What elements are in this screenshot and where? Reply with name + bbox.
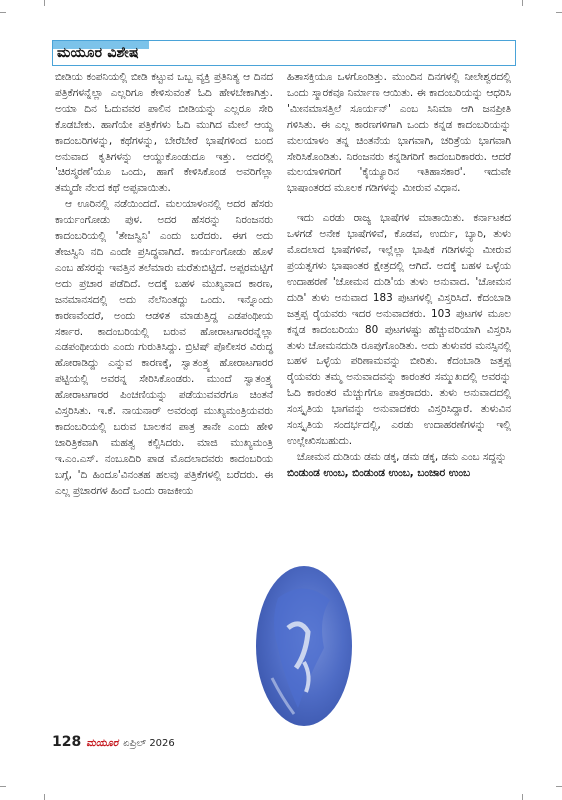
page-number: 128 <box>52 734 82 750</box>
left-column <box>55 70 273 499</box>
crop-mark <box>522 0 523 6</box>
paragraph: ಇದು ಎರಡು ರಾಜ್ಯ ಭಾಷೆಗಳ ಮಾತಾಯಿತು. ಕರ್ನಾಟಕದ ಒಳಗಡೆ ಅನೇಕ ಭಾಷೆಗಳಿವೆ, ಕೊಡವ, ಉರ್ದು, ಬ್ಯಾರಿ, ತುಳು ಮೊದಲಾದ ಭಾಷೆಗಳಿವೆ, ಇಲ್ಲೆಲ್ಲಾ ಭಾಷಿಕ ಗಡಿಗಳನ್ನು ಮೀರುವ ಪ್ರಯತ್ನಗಳು ಭಾಷಾಂತರ ಕ್ಷೇತ್ರದಲ್ಲಿ ಆಗಿದೆ. ಅದಕ್ಕೆ ಬಹಳ ಒಳ್ಳೆಯ ಉದಾಹರಣೆ 'ಚೋಮನ ದುಡಿ'ಯ ತುಳು ಅನುವಾದ. 'ಚೋಮನ ದುಡಿ' ತುಳು ಅನುವಾದ 183 ಪುಟಗಳಲ್ಲಿ ವಿಸ್ತರಿಸಿದೆ. ಕೆದಂಬಾಡಿ ಜತ್ತಪ್ಪ ರೈಯವರು ಇದರ ಅನುವಾದಕರು. 103 ಪುಟಗಳ ಮೂಲ ಕನ್ನಡ ಕಾದಂಬರಿಯು 80 ಪುಟಗಳಷ್ಟು ಹೆಚ್ಚುವರಿಯಾಗಿ ವಿಸ್ತರಿಸಿ ತುಳು ಚೋಮನದುಡಿ ರೂಪುಗೊಂಡಿತು. ಅದು ತುಳುವರ ಮನಸ್ಸಿನಲ್ಲಿ ಬಹಳ ಒಳ್ಳೆಯ ಪರಿಣಾಮವನ್ನು ಬೀರಿತು. ಕೆದಂಬಾಡಿ ಜತ್ತಪ್ಪ ರೈಯವರು ತಮ್ಮ ಅನುವಾದವನ್ನು ಕಾರಂತರ ಸಮ್ಮುಖದಲ್ಲಿ ಅವರನ್ನು ಓದಿ ಕಾರಂತರ ಮೆಚ್ಚುಗೆಗೂ ಪಾತ್ರರಾದರು. ತುಳು ಅನುವಾದದಲ್ಲಿ ಸಂಸ್ಕೃತಿಯ ಭಾಗವನ್ನು ಅನುವಾದಕರು ವಿಸ್ತರಿಸಿದ್ದಾರೆ. ತುಳುವಿನ ಸಂಸ್ಕೃತಿಯ ಸಂದರ್ಭದಲ್ಲಿ, ಎರಡು ಉದಾಹರಣೆಗಳನ್ನು ಇಲ್ಲಿ ಉಲ್ಲೇಖಿಸಬಹುದು. <box>287 212 511 447</box>
paragraph: ಬೀಡಿಯ ಕಂಪನಿಯಲ್ಲಿ ಬೀಡಿ ಕಟ್ಟುವ ಒಬ್ಬ ವ್ಯಕ್ತಿ ಪ್ರತಿನಿತ್ಯ ಆ ದಿನದ ಪತ್ರಿಕೆಗಳನ್ನೆಲ್ಲಾ ಎಲ್ಲರಿಗೂ ಕೇಳಿಸುವಂತೆ ಓದಿ ಹೇಳಬೇಕಾಗಿತ್ತು. ಅಯಾ ದಿನ ಓದುವವರ ಪಾಲಿನ ಬೀಡಿಯನ್ನು ಎಲ್ಲರೂ ಸೇರಿ ಕೊಡಬೇಕು. ಹಾಗೆಯೇ ಪತ್ರಿಕೆಗಳು ಓದಿ ಮುಗಿದ ಮೇಲೆ ಆಯ್ದ ಕಾದಂಬರಿಗಳನ್ನು, ಕಥೆಗಳನ್ನು, ಬೇರೆಬೇರೆ ಭಾಷೆಗಳಿಂದ ಬಂದ ಅನುವಾದ ಕೃತಿಗಳನ್ನು ಆಯ್ದುಕೊಂಡುದೂ ಇತ್ತು. ಅದರಲ್ಲಿ 'ಚಿರಸ್ಮರಣೆ'ಯೂ ಒಂದು, ಹಾಗೆ ಕೇಳಿಸಿಕೊಂಡ ಅವರಿಗೆಲ್ಲಾ ತಮ್ಮದೇ ನೆಲದ ಕಥೆ ಅಪ್ಪವಾಯಿತು. <box>55 71 273 195</box>
crop-mark <box>522 794 523 800</box>
paragraph: ಆ ಊರಿನಲ್ಲಿ ನಡೆಯಿಂದದೆ. ಮಲಯಾಳಂನಲ್ಲಿ ಅದರ ಹೆಸರು ಕಾರ್ಯಂಗೋಡು ಪುಳ. ಅದರ ಹೆಸರನ್ನು ನಿರಂಜನರು ಕಾದಂಬರಿಯಲ್ಲಿ 'ತೇಜಸ್ವಿನಿ' ಎಂದು ಬರೆದರು. ಈಗ ಅದು ತೇಜಸ್ವಿನಿ ನದಿ ಎಂದೇ ಪ್ರಸಿದ್ಧವಾಗಿದೆ. ಕಾರ್ಯಂಗೋಡು ಹೊಳೆ ಎಂಬ ಹೆಸರನ್ನು ಇವತ್ತಿನ ತಲೆಮಾರು ಮರೆತುಬಿಟ್ಟಿದೆ. ಅಪ್ಪರಮಟ್ಟಿಗೆ ಅದು ಪ್ರಚಾರ ಪಡೆದಿದೆ. ಅದಕ್ಕೆ ಬಹಳ ಮುಖ್ಯವಾದ ಕಾರಣ, ಜನಮಾನಸದಲ್ಲಿ ಅದು ನೆಲೆನಿಂತದ್ದು ಒಂದು. ಇನ್ನೊಂದು ಕಾರಣವೆಂದರೆ, ಅಂದು ಆಡಳಿತ ಮಾಡುತ್ತಿದ್ದ ಎಡಪಂಥೀಯ ಸರ್ಕಾರ. ಕಾದಂಬರಿಯಲ್ಲಿ ಬರುವ ಹೋರಾಟಗಾರರನ್ನೆಲ್ಲಾ ಎಡಪಂಥೀಯರು ಎಂದು ಗುರುತಿಸಿದ್ದು. ಬ್ರಿಟಿಷ್ ಪೊಲೀಸರ ವಿರುದ್ಧ ಹೋರಾಡಿದ್ದು ಎನ್ನುವ ಕಾರಣಕ್ಕೆ, ಸ್ವಾತಂತ್ರ್ಯ ಹೋರಾಟಗಾರರ ಪಟ್ಟಿಯಲ್ಲಿ ಅವರನ್ನ ಸೇರಿಸಿಕೊಂಡರು. ಮುಂದೆ ಸ್ವಾತಂತ್ರ್ಯ ಹೋರಾಟಗಾರರ ಪಿಂಚಣಿಯನ್ನು ಪಡೆಯುವವರೆಗೂ ಚಿಂತನೆ ವಿಸ್ತರಿಸಿತು. ಇ.ಕೆ. ನಾಯನಾರ್ ಅವರಂಥ ಮುಖ್ಯಮಂತ್ರಿಯವರು ಕಾದಂಬರಿಯಲ್ಲಿ ಬರುವ ಬಾಲಕನ ಪಾತ್ರ ತಾನೇ ಎಂದು ಹೇಳಿ ಚಾರಿತ್ರಿಕವಾಗಿ ಮಹತ್ವ ಕಲ್ಪಿಸಿದರು. ಮಾಜಿ ಮುಖ್ಯಮಂತ್ರಿ ಇ.ಎಂ.ಎಸ್. ನಂಬೂದಿರಿ ಪಾಡ ಮೊದಲಾದವರು ಕಾದಂಬರಿಯ ಬಗ್ಗೆ, 'ದಿ ಹಿಂದೂ'ವಿನಂತಹ ಹಲವು ಪತ್ರಿಕೆಗಳಲ್ಲಿ ಬರೆದರು. ಈ ಎಲ್ಲ ಪ್ರಚಾರಗಳ ಹಿಂದೆ ಒಂದು ರಾಜಕೀಯ <box>55 198 273 497</box>
section-title: ಮಯೂರ ವಿಶೇಷ <box>57 45 139 61</box>
paragraph: ಚೋಮನ ದುಡಿಯ ಡಮ ಡಕ್ಕ, ಡಮ ಡಕ್ಕ, ಡಮ ಎಂಬ ಸದ್ದನ್ನು <box>297 450 507 463</box>
crop-mark <box>44 0 45 6</box>
crop-mark <box>0 786 6 787</box>
paragraph: ಹಿತಾಸಕ್ತಿಯೂ ಒಳಗೊಂಡಿತ್ತು. ಮುಂದಿನ ದಿನಗಳಲ್ಲಿ ನೀಲೇಶ್ವರದಲ್ಲಿ ಒಂದು ಸ್ಮಾರಕವೂ ನಿರ್ಮಾಣ ಆಯಿತು. ಈ ಕಾದಂಬರಿಯನ್ನು ಆಧರಿಸಿ 'ಮೀನಮಾಸತ್ತಿಲೆ ಸೂರ್ಯನ್' ಎಂಬ ಸಿನಿಮಾ ಆಗಿ ಜನಪ್ರೀತಿ ಗಳಿಸಿತು. ಈ ಎಲ್ಲ ಕಾರಣಗಳಿಗಾಗಿ ಒಂದು ಕನ್ನಡ ಕಾದಂಬರಿಯನ್ನು ಮಲಯಾಳಂ ತನ್ನ ಚಿಂತನೆಯ ಭಾಗವಾಗಿ, ಚರಿತ್ರೆಯ ಭಾಗವಾಗಿ ಸೇರಿಸಿಕೊಂಡಿತು. ನಿರಂಜನರು ಕನ್ನಡಿಗರಿಗೆ ಕಾದಂಬರಿಕಾರರು. ಆದರೆ ಮಲಯಾಳಿಗರಿಗೆ 'ಕೈಯ್ಯೂರಿನ ಇತಿಹಾಸಕಾರ'. ಇದುವೇ ಭಾಷಾಂತರದ ಮೂಲಕ ಗಡಿಗಳನ್ನು ಮೀರುವ ವಿಧಾನ. <box>287 71 511 195</box>
page-footer <box>52 734 175 750</box>
crop-mark <box>0 12 6 13</box>
decorative-illustration <box>248 558 354 726</box>
issue-date: ಏಪ್ರಿಲ್ 2026 <box>123 738 175 749</box>
magazine-logo: ಮಯೂರ <box>86 738 119 749</box>
crop-mark <box>556 786 562 787</box>
section-header <box>52 40 516 66</box>
quoted-song-line: ಬಿಂಡುಂಡ ಉಂಬ, ಬಿಂಡುಂಡ ಉಂಬ, ಬಂಜಾರ ಉಂಬ <box>287 466 471 479</box>
crop-mark <box>556 12 562 13</box>
right-column <box>287 70 511 482</box>
crop-mark <box>44 794 45 800</box>
